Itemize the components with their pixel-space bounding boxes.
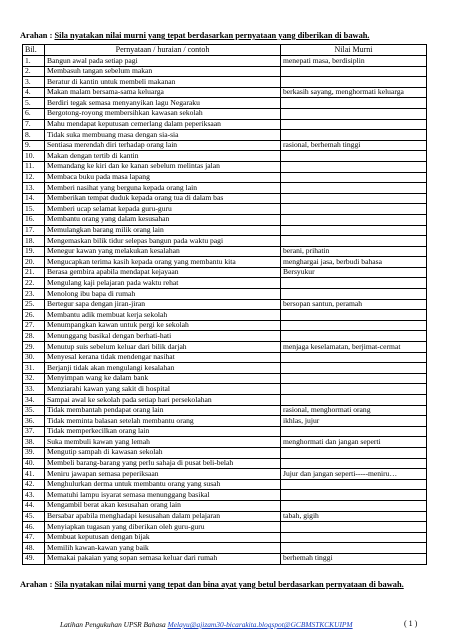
header-statement: Pernyataan / huraian / contoh — [45, 45, 281, 56]
table-row — [23, 267, 427, 278]
row-value — [281, 193, 427, 204]
row-value — [281, 289, 427, 300]
table-row — [23, 500, 427, 511]
row-statement: Memberi ucap selamat kepada guru-guru — [45, 204, 281, 215]
row-statement: Membuat keputusan dengan bijak — [45, 532, 281, 543]
footer-link[interactable]: Melayu@ajizam30-bicarakita.blogspot@GCBMSTKCKUIPM — [167, 620, 353, 629]
row-value: menghargai jasa, berbudi bahasa — [281, 257, 427, 268]
row-number: 8. — [23, 130, 45, 141]
table-row — [23, 108, 427, 119]
table-row — [23, 310, 427, 321]
table-row — [23, 161, 427, 172]
table-row — [23, 289, 427, 300]
row-statement: Memulangkan barang milik orang lain — [45, 225, 281, 236]
row-value — [281, 225, 427, 236]
row-value: rasional, berhemah tinggi — [281, 140, 427, 151]
row-statement: Mematuhi lampu isyarat semasa menunggang basikal — [45, 490, 281, 501]
row-number: 30. — [23, 352, 45, 363]
row-value: menjaga keselamatan, berjimat-cermat — [281, 342, 427, 353]
row-statement: Menyesal kerana tidak mendengar nasihat — [45, 352, 281, 363]
row-number: 1. — [23, 56, 45, 67]
table-row — [23, 490, 427, 501]
row-statement: Mahu mendapat keputusan cemerlang dalam peperiksaan — [45, 119, 281, 130]
row-value: rasional, menghormati orang — [281, 405, 427, 416]
row-statement: Menyimpan wang ke dalam bank — [45, 373, 281, 384]
row-number: 47. — [23, 532, 45, 543]
table-row — [23, 543, 427, 554]
row-number: 45. — [23, 511, 45, 522]
table-row — [23, 87, 427, 98]
row-value: ikhlas, jujur — [281, 416, 427, 427]
row-statement: Bangun awal pada setiap pagi — [45, 56, 281, 67]
table-row — [23, 331, 427, 342]
row-value: bersopan santun, peramah — [281, 299, 427, 310]
row-value — [281, 119, 427, 130]
row-value — [281, 320, 427, 331]
row-number: 14. — [23, 193, 45, 204]
row-number: 10. — [23, 151, 45, 162]
row-value: Jujur dan jangan seperti-----meniru… — [281, 469, 427, 480]
row-statement: Tidak membantah pendapat orang lain — [45, 405, 281, 416]
row-statement: Sentiasa merendah diri terhadap orang lain — [45, 140, 281, 151]
row-statement: Menutup suis sebelum keluar dari bilik darjah — [45, 342, 281, 353]
row-number: 46. — [23, 522, 45, 533]
footer-text: Latihan Pengukuhan UPSR Bahasa — [60, 620, 168, 629]
header-no: Bil. — [23, 45, 45, 56]
row-value — [281, 66, 427, 77]
row-value: tabah, gigih — [281, 511, 427, 522]
row-value — [281, 172, 427, 183]
row-statement: Tidak meminta balasan setelah membantu orang — [45, 416, 281, 427]
row-statement: Berasa gembira apabila mendapat kejayaan — [45, 267, 281, 278]
row-statement: Bertegur sapa dengan jiran-jiran — [45, 299, 281, 310]
table-row — [23, 437, 427, 448]
header-value: Nilai Murni — [281, 45, 427, 56]
table-row — [23, 172, 427, 183]
table-row — [23, 225, 427, 236]
table-row — [23, 193, 427, 204]
row-number: 3. — [23, 77, 45, 88]
page-number: ( 1 ) — [404, 619, 418, 628]
table-row — [23, 522, 427, 533]
row-number: 18. — [23, 236, 45, 247]
table-row — [23, 246, 427, 257]
table-body — [23, 56, 427, 565]
table-row — [23, 56, 427, 67]
row-number: 48. — [23, 543, 45, 554]
row-number: 4. — [23, 87, 45, 98]
values-table — [22, 44, 427, 565]
row-number: 21. — [23, 267, 45, 278]
row-statement: Bergotong-royong membersihkan kawasan sekolah — [45, 108, 281, 119]
row-number: 23. — [23, 289, 45, 300]
row-number: 15. — [23, 204, 45, 215]
row-statement: Berdiri tegak semasa menyanyikan lagu Negaraku — [45, 98, 281, 109]
row-number: 17. — [23, 225, 45, 236]
row-number: 44. — [23, 500, 45, 511]
footer — [60, 620, 430, 629]
row-statement: Membasuh tangan sebelum makan — [45, 66, 281, 77]
row-statement: Memakai pakaian yang sopan semasa keluar dari rumah — [45, 553, 281, 564]
row-number: 9. — [23, 140, 45, 151]
table-row — [23, 140, 427, 151]
row-number: 6. — [23, 108, 45, 119]
row-statement: Menghulurkan derma untuk membantu orang yang susah — [45, 479, 281, 490]
table-row — [23, 204, 427, 215]
row-value — [281, 204, 427, 215]
row-statement: Menegur kawan yang melakukan kesalahan — [45, 246, 281, 257]
row-value — [281, 183, 427, 194]
row-statement: Sampai awal ke sekolah pada setiap hari persekolahan — [45, 395, 281, 406]
table-row — [23, 342, 427, 353]
table-row — [23, 320, 427, 331]
row-number: 29. — [23, 342, 45, 353]
row-value — [281, 543, 427, 554]
table-row — [23, 214, 427, 225]
row-statement: Membantu adik membuat kerja sekolah — [45, 310, 281, 321]
row-statement: Mengutip sampah di kawasan sekolah — [45, 447, 281, 458]
row-statement: Menunggang basikal dengan berhati-hati — [45, 331, 281, 342]
row-value — [281, 522, 427, 533]
table-row — [23, 98, 427, 109]
table-row — [23, 66, 427, 77]
instruction-top — [20, 31, 440, 41]
row-statement: Tidak suka membuang masa dengan sia-sia — [45, 130, 281, 141]
row-value: berkasih sayang, menghormati keluarga — [281, 87, 427, 98]
row-value — [281, 395, 427, 406]
row-number: 39. — [23, 447, 45, 458]
row-statement: Membantu orang yang dalam kesusahan — [45, 214, 281, 225]
row-value — [281, 130, 427, 141]
row-value — [281, 384, 427, 395]
table-row — [23, 416, 427, 427]
row-statement: Membeli barang-barang yang perlu sahaja di pusat beli-belah — [45, 458, 281, 469]
table-header-row — [23, 45, 427, 56]
row-number: 37. — [23, 426, 45, 437]
row-statement: Menumpangkan kawan untuk pergi ke sekolah — [45, 320, 281, 331]
row-statement: Makan malam bersama-sama keluarga — [45, 87, 281, 98]
row-number: 41. — [23, 469, 45, 480]
row-value: berani, prihatin — [281, 246, 427, 257]
row-number: 16. — [23, 214, 45, 225]
table-row — [23, 119, 427, 130]
instruction-bottom — [20, 580, 440, 590]
row-value — [281, 310, 427, 321]
table-row — [23, 532, 427, 543]
row-number: 28. — [23, 331, 45, 342]
table-row — [23, 458, 427, 469]
row-statement: Memberi nasihat yang berguna kepada orang lain — [45, 183, 281, 194]
row-number: 19. — [23, 246, 45, 257]
table-row — [23, 426, 427, 437]
row-number: 40. — [23, 458, 45, 469]
row-number: 13. — [23, 183, 45, 194]
row-value — [281, 161, 427, 172]
table-row — [23, 469, 427, 480]
row-number: 35. — [23, 405, 45, 416]
row-number: 27. — [23, 320, 45, 331]
row-number: 38. — [23, 437, 45, 448]
row-value — [281, 458, 427, 469]
row-statement: Bersabar apabila menghadapi kesusahan dalam pelajaran — [45, 511, 281, 522]
row-number: 26. — [23, 310, 45, 321]
row-number: 32. — [23, 373, 45, 384]
table-row — [23, 363, 427, 374]
table-row — [23, 511, 427, 522]
row-value — [281, 98, 427, 109]
table-row — [23, 352, 427, 363]
row-value — [281, 236, 427, 247]
row-number: 36. — [23, 416, 45, 427]
row-statement: Tidak memperkecilkan orang lain — [45, 426, 281, 437]
table-row — [23, 151, 427, 162]
table-row — [23, 395, 427, 406]
table-row — [23, 77, 427, 88]
row-value: Bersyukur — [281, 267, 427, 278]
row-number: 33. — [23, 384, 45, 395]
row-number: 43. — [23, 490, 45, 501]
row-number: 12. — [23, 172, 45, 183]
instruction-top-text: Sila nyatakan nilai murni yang tepat berdasarkan pernyataan yang diberikan di bawah. — [54, 31, 370, 40]
table-row — [23, 405, 427, 416]
instruction-bottom-separator: : — [49, 580, 53, 589]
row-value — [281, 426, 427, 437]
row-value: menghormati dan jangan seperti — [281, 437, 427, 448]
row-value — [281, 331, 427, 342]
row-statement: Beratur di kantin untuk membeli makanan — [45, 77, 281, 88]
row-number: 31. — [23, 363, 45, 374]
row-value — [281, 278, 427, 289]
row-value — [281, 77, 427, 88]
row-value — [281, 352, 427, 363]
row-statement: Suka membuli kawan yang lemah — [45, 437, 281, 448]
table-row — [23, 479, 427, 490]
table-row — [23, 373, 427, 384]
row-statement: Mengucapkan terima kasih kepada orang yang membantu kita — [45, 257, 281, 268]
instruction-bottom-text: Sila nyatakan nilai murni yang tepat dan bina ayat yang betul berdasarkan pernyataan di bawah. — [54, 580, 404, 589]
row-statement: Meniru jawapan semasa peperiksaan — [45, 469, 281, 480]
row-value: menepati masa, berdisiplin — [281, 56, 427, 67]
row-number: 25. — [23, 299, 45, 310]
row-number: 11. — [23, 161, 45, 172]
row-value — [281, 108, 427, 119]
table-row — [23, 299, 427, 310]
row-value — [281, 490, 427, 501]
row-statement: Memandang ke kiri dan ke kanan sebelum melintas jalan — [45, 161, 281, 172]
row-statement: Mengambil berat akan kesusahan orang lain — [45, 500, 281, 511]
row-statement: Membaca buku pada masa lapang — [45, 172, 281, 183]
row-number: 20. — [23, 257, 45, 268]
table-row — [23, 553, 427, 564]
table-row — [23, 183, 427, 194]
row-number: 42. — [23, 479, 45, 490]
row-value — [281, 363, 427, 374]
row-statement: Mengulang kaji pelajaran pada waktu rehat — [45, 278, 281, 289]
row-value — [281, 532, 427, 543]
row-statement: Mengemaskan bilik tidur selepas bangun pada waktu pagi — [45, 236, 281, 247]
row-value — [281, 447, 427, 458]
row-statement: Memilih kawan-kawan yang baik — [45, 543, 281, 554]
table-row — [23, 236, 427, 247]
table-row — [23, 447, 427, 458]
row-number: 2. — [23, 66, 45, 77]
instruction-top-label: Arahan — [20, 31, 48, 40]
row-statement: Menziarahi kawan yang sakit di hospital — [45, 384, 281, 395]
row-value — [281, 151, 427, 162]
table-row — [23, 278, 427, 289]
row-number: 22. — [23, 278, 45, 289]
row-statement: Menyiapkan tugasan yang diberikan oleh guru-guru — [45, 522, 281, 533]
row-statement: Berjanji tidak akan mengulangi kesalahan — [45, 363, 281, 374]
row-number: 34. — [23, 395, 45, 406]
row-value: berhemah tinggi — [281, 553, 427, 564]
row-statement: Makan dengan tertib di kantin — [45, 151, 281, 162]
row-number: 49. — [23, 553, 45, 564]
table-row — [23, 257, 427, 268]
row-value — [281, 373, 427, 384]
row-number: 7. — [23, 119, 45, 130]
row-statement: Menolong ibu bapa di rumah — [45, 289, 281, 300]
row-statement: Memberikan tempat duduk kepada orang tua di dalam bas — [45, 193, 281, 204]
row-number: 5. — [23, 98, 45, 109]
table-row — [23, 130, 427, 141]
instruction-top-separator: : — [49, 31, 53, 40]
row-value — [281, 479, 427, 490]
instruction-bottom-label: Arahan — [20, 580, 48, 589]
table-row — [23, 384, 427, 395]
row-value — [281, 500, 427, 511]
row-value — [281, 214, 427, 225]
